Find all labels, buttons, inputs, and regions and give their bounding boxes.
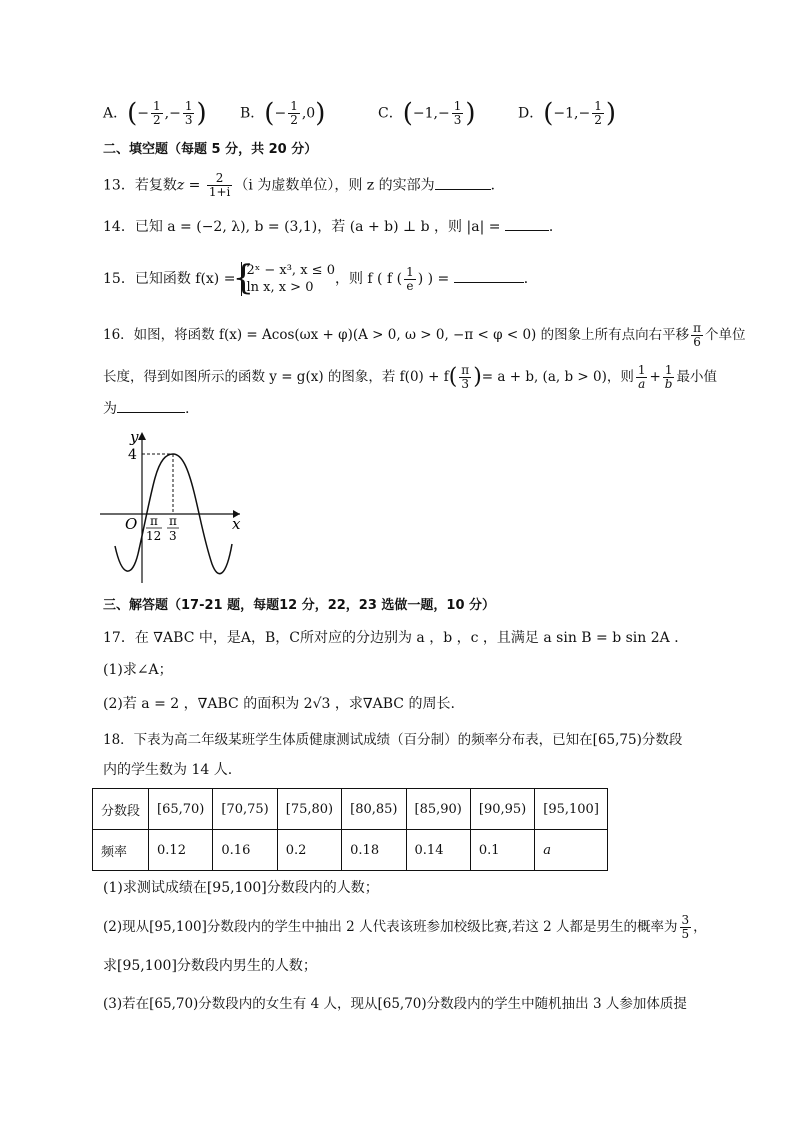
section-2-title: 二、填空题（每题 5 分，共 20 分） <box>103 142 318 157</box>
table-cell: a <box>535 830 608 871</box>
table-cell: 0.2 <box>277 830 341 871</box>
table-header-row <box>93 789 608 830</box>
option-b: B．(− $\frac{1}{2}$ ,0) <box>240 98 326 129</box>
question-18-part-1: (1)求测试成绩在[95,100]分数段内的人数； <box>103 880 379 896</box>
question-18-stem-1: 18．下表为高二年级某班学生体质健康测试成绩（百分制）的频率分布表，已知在[65,75)分数段 <box>103 732 683 748</box>
option-d: D．(−1,− $\frac{1}{2}$ ) <box>518 98 617 129</box>
x-axis-label: x <box>232 515 241 533</box>
tick-2-numerator: π <box>169 514 177 528</box>
y-axis-arrow <box>138 432 146 440</box>
question-13: 13．若复数z = $\frac{2}{1+i}$ （i 为虚数单位），则 z 的实部为 ． <box>103 171 505 199</box>
table-cell: [90,95) <box>470 789 534 830</box>
tick-1-denominator: 12 <box>146 529 162 543</box>
table-cell: 0.12 <box>149 830 213 871</box>
question-17-stem: 17．在 ∇ABC 中，是A，B，C所对应的分边别为 a ，b ，c ，且满足 a sin B = b sin 2A ． <box>103 630 689 646</box>
table-cell: 频率 <box>93 830 149 871</box>
function-graph <box>100 428 260 588</box>
table-cell: [65,70) <box>149 789 213 830</box>
option-c: C．(−1,− $\frac{1}{3}$ ) <box>378 98 476 129</box>
section-3-title: 三、解答题（17-21 题，每题12 分，22，23 选做一题，10 分） <box>103 598 496 613</box>
origin-label: O <box>125 515 138 533</box>
question-18-part-2-cont: 求[95,100]分数段内男生的人数； <box>103 958 317 974</box>
tick-1-numerator: π <box>150 514 158 528</box>
question-16-line-2: 长度，得到如图所示的函数 y = g(x) 的图象，若 f(0) + f( $\frac{\pi}{3}$ )= a + b, (a, b > 0)，则 $\frac{1}{a}$ + $\frac{1}{b}$ 最小值 <box>103 363 717 391</box>
table-row <box>93 830 608 871</box>
table-cell: 0.16 <box>213 830 277 871</box>
question-16-line-1: 16．如图，将函数 f(x) = Acos(ωx + φ)(A > 0, ω > 0, −π < φ < 0) 的图象上所有点向右平移 $\frac{\pi}{6}$ 个单位 <box>103 321 746 349</box>
table-cell: 0.1 <box>470 830 534 871</box>
y-axis-label: y <box>130 428 139 446</box>
question-18-part-3: (3)若在[65,70)分数段内的女生有 4 人，现从[65,70)分数段内的学生中随机抽出 3 人参加体质提 <box>103 996 687 1012</box>
table-cell: [95,100] <box>535 789 608 830</box>
option-a: A．(− $\frac{1}{2}$ ,− $\frac{1}{3}$ ) <box>103 98 207 129</box>
question-16-line-3: 为 . <box>103 398 189 419</box>
answer-blank[interactable] <box>454 268 524 283</box>
piecewise-function: { 2ˣ − x³, x ≤ 0 ln x, x > 0 <box>241 262 335 296</box>
answer-blank[interactable] <box>505 216 549 231</box>
table-cell: 0.18 <box>342 830 406 871</box>
frequency-table <box>92 788 608 871</box>
question-17-part-2: (2)若 a = 2 ，∇ABC 的面积为 2√3 ，求∇ABC 的周长. <box>103 696 455 712</box>
question-14: 14．已知 a = (−2, λ), b = (3,1)，若 (a + b) ⊥ b ，则 |a| = ． <box>103 216 563 237</box>
question-18-part-2: (2)现从[95,100]分数段内的学生中抽出 2 人代表该班参加校级比赛,若这 2 人都是男生的概率为 $\frac{3}{5}$ ， <box>103 913 707 941</box>
table-cell: 0.14 <box>406 830 470 871</box>
table-cell: [70,75) <box>213 789 277 830</box>
answer-blank[interactable] <box>435 175 491 190</box>
table-cell: [85,90) <box>406 789 470 830</box>
table-cell: 分数段 <box>93 789 149 830</box>
max-value-label: 4 <box>128 447 137 463</box>
question-18-stem-2: 内的学生数为 14 人. <box>103 762 233 778</box>
table-cell: [75,80) <box>277 789 341 830</box>
table-cell: [80,85) <box>342 789 406 830</box>
answer-blank[interactable] <box>117 398 185 413</box>
tick-2-denominator: 3 <box>169 529 177 543</box>
question-15: 15．已知函数 f(x) = { 2ˣ − x³, x ≤ 0 ln x, x > 0 ，则 f ( f ( $\frac{1}{e}$ ) ) = ． <box>103 262 538 296</box>
question-17-part-1: (1)求∠A； <box>103 662 173 678</box>
